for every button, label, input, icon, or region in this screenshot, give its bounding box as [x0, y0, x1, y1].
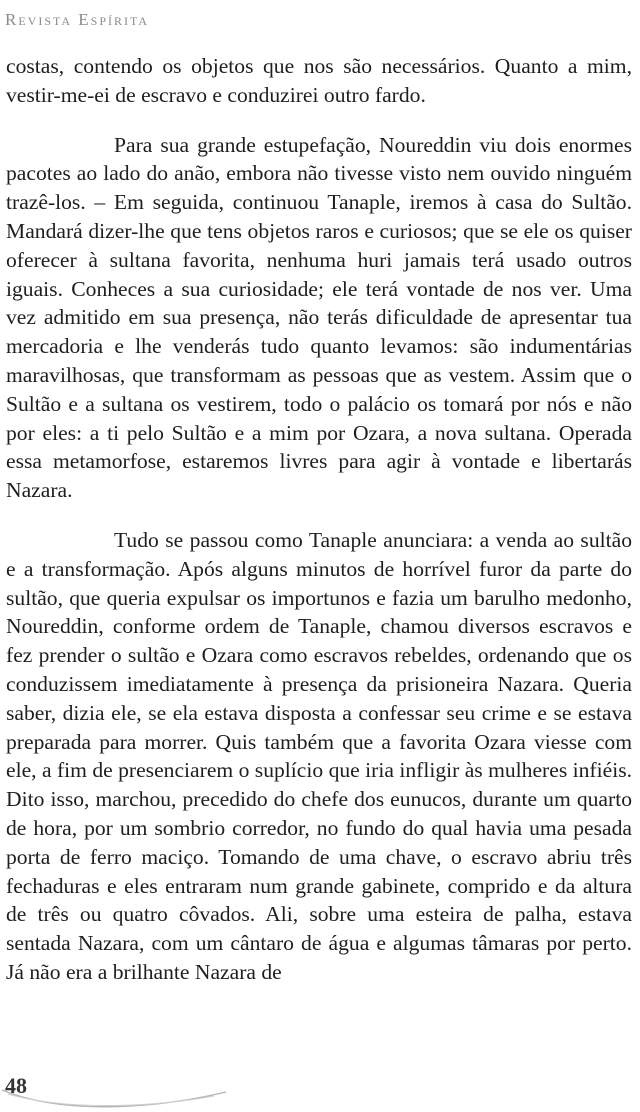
running-header: Revista Espírita	[5, 10, 150, 29]
paragraph-continuation: costas, contendo os objetos que nos são necessários. Quanto a mim, vestir-me-ei de escravo e conduzirei outro fardo.	[6, 54, 632, 107]
folio-ornament-icon	[0, 1084, 230, 1112]
article-body	[6, 52, 632, 987]
page-number: 48	[5, 1073, 27, 1098]
paragraph-sultan-transformation: Tudo se passou como Tanaple anunciara: a venda ao sultão e a transformação. Após alguns minutos de horrível furor da parte do sultão, que queria expulsar os importunos e fazia um barulho medonho, Noureddin, conforme ordem de Tanaple, chamou diversos escravos e fez prender o sultão e Ozara como escravos rebeldes, ordenando que os conduzissem imediatamente à presença da prisioneira Nazara. Queria saber, dizia ele, se ela estava disposta a confessar seu crime e se estava preparada para morrer. Quis também que a favorita Ozara viesse com ele, a fim de presenciarem o suplício que iria infligir às mulheres infiéis. Dito isso, marchou, precedido do chefe dos eunucos, durante um quarto de hora, por um sombrio corredor, no fundo do qual havia uma pesada porta de ferro maciço. Tomando de uma chave, o escravo abriu três fechaduras e eles entraram num grande gabinete, comprido e da altura de três ou quatro côvados. Ali, sobre uma esteira de palha, estava sentada Nazara, com um cântaro de água e algumas tâmaras por perto. Já não era a brilhante Nazara de	[6, 527, 633, 984]
paragraph-noureddin-packages: Para sua grande estupefação, Noureddin viu dois enormes pacotes ao lado do anão, embora não tivesse visto nem ouvido ninguém trazê-los. – Em seguida, continuou Tanaple, iremos à casa do Sultão. Mandará dizer-lhe que tens objetos raros e curiosos; que se ele os quiser oferecer à sultana favorita, nenhuma huri jamais terá usado outros iguais. Conheces a sua curiosidade; ele terá vontade de nos ver. Uma vez admitido em sua presença, não terás dificuldade de apresentar tua mercadoria e lhe venderás tudo quanto levamos: são indumentárias maravilhosas, que transformam as pessoas que as vestem. Assim que o Sultão e a sultana os vestirem, todo o palácio os tomará por nós e não por eles: a ti pelo Sultão e a mim por Ozara, a nova sultana. Operada essa metamorfose, estaremos livres para agir à vontade e libertarás Nazara.	[6, 132, 632, 503]
